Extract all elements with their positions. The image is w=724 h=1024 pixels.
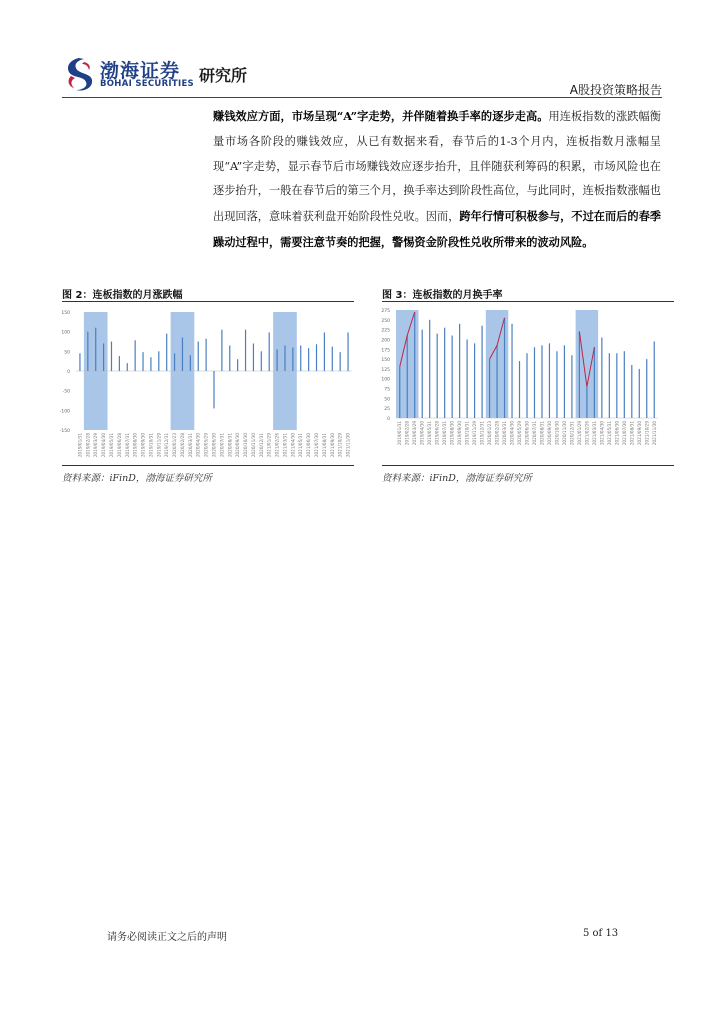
- y-tick-label: 200: [381, 338, 390, 344]
- x-tick-label: 2019/04/30: [101, 433, 107, 458]
- x-tick-label: 2020/06/30: [211, 433, 217, 458]
- x-tick-label: 2021/06/30: [614, 421, 620, 446]
- bar: [437, 334, 438, 418]
- x-tick-label: 2020/02/28: [494, 421, 500, 446]
- chart-monthly-change: [59, 302, 354, 465]
- x-tick-label: 2021/04/30: [599, 421, 605, 446]
- x-tick-label: 2019/12/31: [164, 433, 170, 458]
- y-tick-label: 250: [381, 318, 390, 324]
- x-tick-label: 2021/08/31: [321, 433, 327, 458]
- figure-3-title: 图 3：连板指数的月换手率: [382, 286, 674, 302]
- bar: [399, 367, 400, 418]
- y-tick-label: -150: [59, 429, 70, 434]
- bar: [414, 312, 415, 418]
- y-tick-label: 150: [61, 311, 70, 316]
- bar: [332, 347, 333, 371]
- x-tick-label: 2020/11/30: [561, 421, 567, 446]
- x-tick-label: 2021/10/29: [337, 433, 343, 458]
- bar: [79, 353, 80, 371]
- x-tick-label: 2019/05/31: [108, 433, 114, 458]
- x-tick-label: 2021/04/30: [290, 433, 296, 458]
- footer-disclaimer: 请务必阅读正文之后的声明: [107, 932, 227, 943]
- x-tick-label: 2020/07/31: [531, 421, 537, 446]
- x-tick-label: 2021/10/29: [644, 421, 650, 446]
- bar: [586, 387, 587, 418]
- page-number: 5 of 13: [583, 928, 619, 939]
- y-tick-label: 225: [381, 328, 390, 334]
- x-tick-label: 2020/05/29: [203, 433, 209, 458]
- x-tick-label: 2019/01/31: [397, 421, 403, 446]
- figure-2-chart-area: [59, 302, 354, 466]
- x-tick-label: 2019/07/31: [124, 433, 130, 458]
- x-tick-label: 2021/05/31: [606, 421, 612, 446]
- x-tick-label: 2020/03/31: [187, 433, 193, 458]
- x-tick-label: 2019/07/31: [442, 421, 448, 446]
- x-tick-label: 2019/01/31: [77, 433, 83, 458]
- bar: [190, 355, 191, 371]
- bar: [639, 369, 640, 418]
- bar: [504, 318, 505, 418]
- bar: [511, 324, 512, 418]
- y-tick-label: -50: [62, 389, 70, 395]
- x-tick-label: 2019/09/30: [457, 421, 463, 446]
- y-tick-label: 50: [64, 350, 70, 356]
- bar: [654, 341, 655, 418]
- bar: [556, 351, 557, 418]
- x-tick-label: 2020/10/30: [554, 421, 560, 446]
- logo-chinese-name: 渤海证券: [100, 60, 181, 82]
- bar: [594, 347, 595, 418]
- x-tick-label: 2020/12/31: [258, 433, 264, 458]
- bar: [135, 340, 136, 371]
- report-type: A股投资策略报告: [569, 83, 662, 97]
- bar: [496, 345, 497, 418]
- bar: [519, 361, 520, 418]
- y-tick-label: 0: [67, 370, 70, 375]
- x-tick-label: 2021/09/30: [636, 421, 642, 446]
- x-tick-label: 2020/02/28: [179, 433, 185, 458]
- bar: [166, 334, 167, 371]
- bar: [422, 330, 423, 418]
- x-tick-label: 2020/09/30: [235, 433, 241, 458]
- figure-2-source: 资料来源：iFinD，渤海证券研究所: [62, 473, 212, 484]
- bar: [174, 353, 175, 371]
- bar: [601, 337, 602, 418]
- x-tick-label: 2021/03/31: [591, 421, 597, 446]
- bar: [324, 332, 325, 371]
- y-tick-label: -100: [59, 409, 70, 415]
- x-tick-label: 2020/04/30: [195, 433, 201, 458]
- x-tick-label: 2019/06/28: [434, 421, 440, 446]
- x-tick-label: 2019/11/29: [472, 421, 478, 446]
- x-tick-label: 2021/05/31: [298, 433, 304, 458]
- x-tick-label: 2021/07/30: [621, 421, 627, 446]
- bohai-logo-icon: [62, 56, 96, 92]
- y-tick-label: 275: [381, 309, 390, 314]
- bar: [534, 347, 535, 418]
- x-tick-label: 2020/12/31: [569, 421, 575, 446]
- x-tick-label: 2019/06/28: [116, 433, 122, 458]
- bar: [213, 371, 214, 408]
- x-tick-label: 2020/06/30: [524, 421, 530, 446]
- bar: [407, 336, 408, 418]
- bar: [616, 353, 617, 418]
- x-tick-label: 2019/02/28: [404, 421, 410, 446]
- y-tick-label: 75: [384, 387, 390, 393]
- x-tick-label: 2021/11/30: [345, 433, 351, 458]
- figure-2: [59, 286, 354, 484]
- body-bold-conclusion: 跨年行情可积极参与，不过在而后的春季躁动过程中，需要注意节奏的把握，警惕资金阶段性兑收所带来的波动风险。: [213, 209, 661, 249]
- x-tick-label: 2020/05/29: [517, 421, 523, 446]
- bar: [292, 347, 293, 371]
- bar: [347, 332, 348, 371]
- logo-english-name: BOHAI SECURITIES: [100, 79, 194, 89]
- bar: [261, 351, 262, 371]
- bar: [316, 344, 317, 371]
- x-tick-label: 2020/03/31: [502, 421, 508, 446]
- header-divider: [62, 97, 662, 98]
- x-tick-label: 2019/11/29: [156, 433, 162, 458]
- x-tick-label: 2019/03/29: [412, 421, 418, 446]
- y-tick-label: 100: [381, 377, 390, 383]
- bar: [229, 345, 230, 371]
- bar: [340, 352, 341, 371]
- x-tick-label: 2021/08/31: [629, 421, 635, 446]
- body-text-main: 用连板指数的涨跌幅衡量市场各阶段的赚钱效应，从已有数据来看，春节后的1-3个月内，连板指数月涨幅呈现“A”字走势，显示春节后市场赚钱效应逐步抬升，且伴随获利筹码的积累，市场风险也在逐步抬升，一般在春节后的第三个月，换手率达到阶段性高位，与此同时，连板指数涨幅也出现回落，意味着获利盘开始阶段性兑收。因而，: [213, 110, 661, 224]
- x-tick-label: 2020/04/30: [509, 421, 515, 446]
- figure-2-title: 图 2：连板指数的月涨跌幅: [62, 286, 354, 302]
- bar: [206, 339, 207, 371]
- bar: [284, 345, 285, 371]
- x-tick-label: 2021/01/29: [266, 433, 272, 458]
- bar: [609, 353, 610, 418]
- bar: [103, 343, 104, 371]
- x-tick-label: 2019/03/29: [93, 433, 99, 458]
- bar: [221, 330, 222, 371]
- y-tick-label: 150: [381, 358, 390, 364]
- bar: [631, 365, 632, 418]
- bar: [95, 328, 96, 371]
- x-tick-label: 2020/01/23: [172, 433, 178, 458]
- y-tick-label: 125: [381, 367, 390, 373]
- x-tick-label: 2019/02/28: [85, 433, 91, 458]
- x-tick-label: 2020/10/30: [243, 433, 249, 458]
- x-tick-label: 2019/10/31: [464, 421, 470, 446]
- bar: [198, 342, 199, 372]
- x-tick-label: 2019/08/30: [132, 433, 138, 458]
- y-tick-label: 100: [61, 330, 70, 336]
- x-tick-label: 2020/09/30: [546, 421, 552, 446]
- bar: [87, 332, 88, 371]
- body-bold-lead: 赚钱效应方面，市场呈现“A”字走势，并伴随着换手率的逐步走高。: [213, 109, 549, 123]
- x-tick-label: 2019/12/31: [479, 421, 485, 446]
- x-tick-label: 2021/03/31: [282, 433, 288, 458]
- bar: [245, 330, 246, 371]
- bar: [452, 336, 453, 418]
- chart-monthly-turnover: [382, 302, 662, 465]
- y-tick-label: 25: [384, 407, 390, 413]
- x-tick-label: 2019/09/30: [140, 433, 146, 458]
- bar: [489, 359, 490, 418]
- x-tick-label: 2020/08/31: [227, 433, 233, 458]
- bar: [459, 324, 460, 418]
- x-tick-label: 2021/02/26: [584, 421, 590, 446]
- bar: [549, 343, 550, 418]
- x-tick-label: 2021/07/30: [314, 433, 320, 458]
- bar: [646, 359, 647, 418]
- bar: [526, 353, 527, 418]
- x-tick-label: 2019/10/31: [148, 433, 154, 458]
- bar: [474, 343, 475, 418]
- bar: [300, 345, 301, 371]
- y-tick-label: 50: [384, 397, 390, 403]
- bar: [142, 352, 143, 371]
- x-tick-label: 2020/11/30: [250, 433, 256, 458]
- bar: [467, 339, 468, 418]
- bar: [111, 342, 112, 372]
- x-tick-label: 2021/01/29: [576, 421, 582, 446]
- x-tick-label: 2020/08/31: [539, 421, 545, 446]
- bar: [429, 320, 430, 418]
- x-tick-label: 2021/06/30: [306, 433, 312, 458]
- bar: [276, 349, 277, 371]
- x-tick-label: 2021/11/30: [651, 421, 657, 446]
- x-tick-label: 2021/02/26: [274, 433, 280, 458]
- bar: [579, 332, 580, 418]
- department-name: 研究所: [199, 66, 248, 85]
- bar: [481, 326, 482, 418]
- bar: [571, 355, 572, 418]
- bar: [269, 332, 270, 371]
- bar: [119, 356, 120, 371]
- x-tick-label: 2020/07/31: [219, 433, 225, 458]
- company-logo: [62, 54, 262, 96]
- x-tick-label: 2019/05/31: [427, 421, 433, 446]
- figure-3: [382, 286, 674, 484]
- y-tick-label: 175: [381, 348, 390, 354]
- bar: [150, 357, 151, 371]
- bar: [564, 345, 565, 418]
- figure-3-chart-area: [382, 302, 674, 466]
- bar: [127, 363, 128, 371]
- x-tick-label: 2020/01/23: [487, 421, 493, 446]
- bar: [158, 351, 159, 371]
- bar: [237, 359, 238, 371]
- x-tick-label: 2019/04/30: [419, 421, 425, 446]
- body-paragraph: [213, 104, 661, 256]
- x-tick-label: 2019/08/30: [449, 421, 455, 446]
- bar: [444, 328, 445, 418]
- bar: [253, 343, 254, 371]
- bar: [182, 338, 183, 371]
- figure-3-source: 资料来源：iFinD，渤海证券研究所: [382, 473, 532, 484]
- bar: [624, 351, 625, 418]
- bar: [308, 348, 309, 371]
- y-tick-label: 0: [387, 417, 390, 422]
- x-tick-label: 2021/09/30: [329, 433, 335, 458]
- bar: [541, 345, 542, 418]
